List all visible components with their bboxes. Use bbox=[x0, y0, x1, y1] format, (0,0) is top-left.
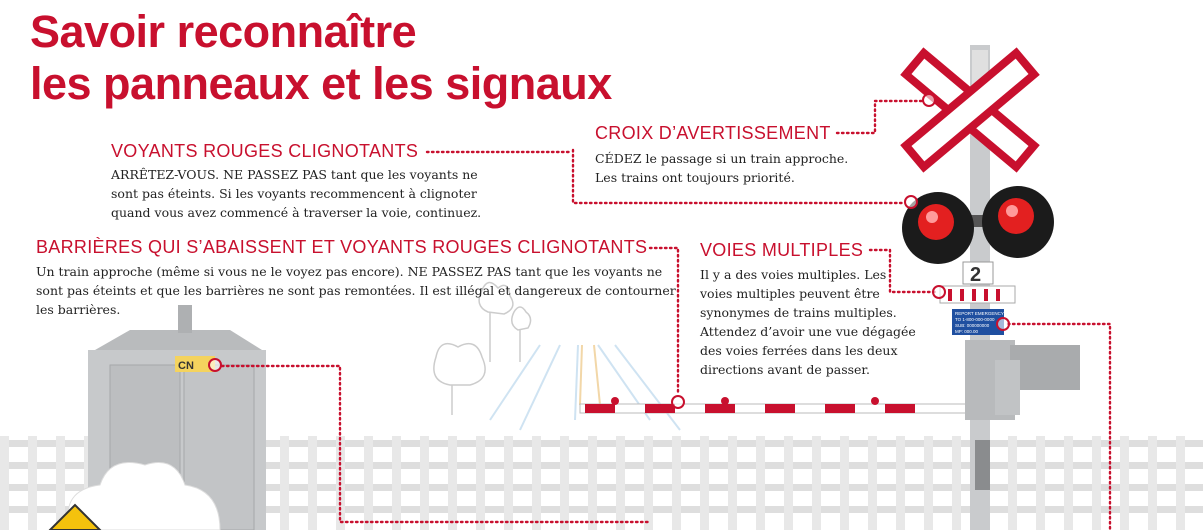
text-voies: Il y a des voies multiples. Les voies multiples peuvent être synonymes de trains multiples. Attendez d’avoir une vue dégagée des voies ferrées dans les deux directions avant de passer. bbox=[700, 267, 916, 377]
svg-text:SUB: 000000000: SUB: 000000000 bbox=[955, 323, 990, 328]
text-barrieres: Un train approche (même si vous ne le voyez pas encore). NE PASSEZ PAS tant que les voyants ne sont pas éteints et que les barrières ne sont pas remontées. Il est illégal et dangereux de contourner les barrières. bbox=[36, 264, 676, 317]
marker-gate bbox=[671, 395, 685, 409]
marker-cabinet bbox=[208, 358, 222, 372]
svg-text:TO 1-800-000-0000: TO 1-800-000-0000 bbox=[955, 317, 995, 322]
marker-emergency-sign bbox=[996, 317, 1010, 331]
track-number: 2 bbox=[970, 264, 982, 286]
heading-croix: CROIX D’AVERTISSEMENT bbox=[595, 123, 831, 143]
heading-barrieres: BARRIÈRES QUI S’ABAISSENT ET VOYANTS ROUGES CLIGNOTANTS bbox=[36, 237, 648, 257]
title-line-2: les panneaux et les signaux bbox=[30, 58, 612, 109]
marker-lights bbox=[904, 195, 918, 209]
heading-voies: VOIES MULTIPLES bbox=[700, 240, 864, 260]
cabinet-label: CN bbox=[178, 360, 194, 372]
marker-crossbuck bbox=[922, 93, 936, 107]
text-voyants: ARRÊTEZ-VOUS. NE PASSEZ PAS tant que les voyants ne sont pas éteints. Si les voyants recommencent à clignoter quand vous avez commencé à traverser la voie, continuez. bbox=[111, 167, 482, 220]
title-line-1: Savoir reconnaître bbox=[30, 6, 417, 57]
text-croix: CÉDEZ le passage si un train approche. Les trains ont toujours priorité. bbox=[595, 151, 849, 185]
marker-multiple-tracks bbox=[932, 285, 946, 299]
svg-text:MP: 000.00: MP: 000.00 bbox=[955, 329, 979, 334]
page-title bbox=[30, 6, 612, 110]
heading-voyants: VOYANTS ROUGES CLIGNOTANTS bbox=[111, 141, 419, 161]
svg-text:REPORT EMERGENCY: REPORT EMERGENCY bbox=[955, 311, 1004, 316]
